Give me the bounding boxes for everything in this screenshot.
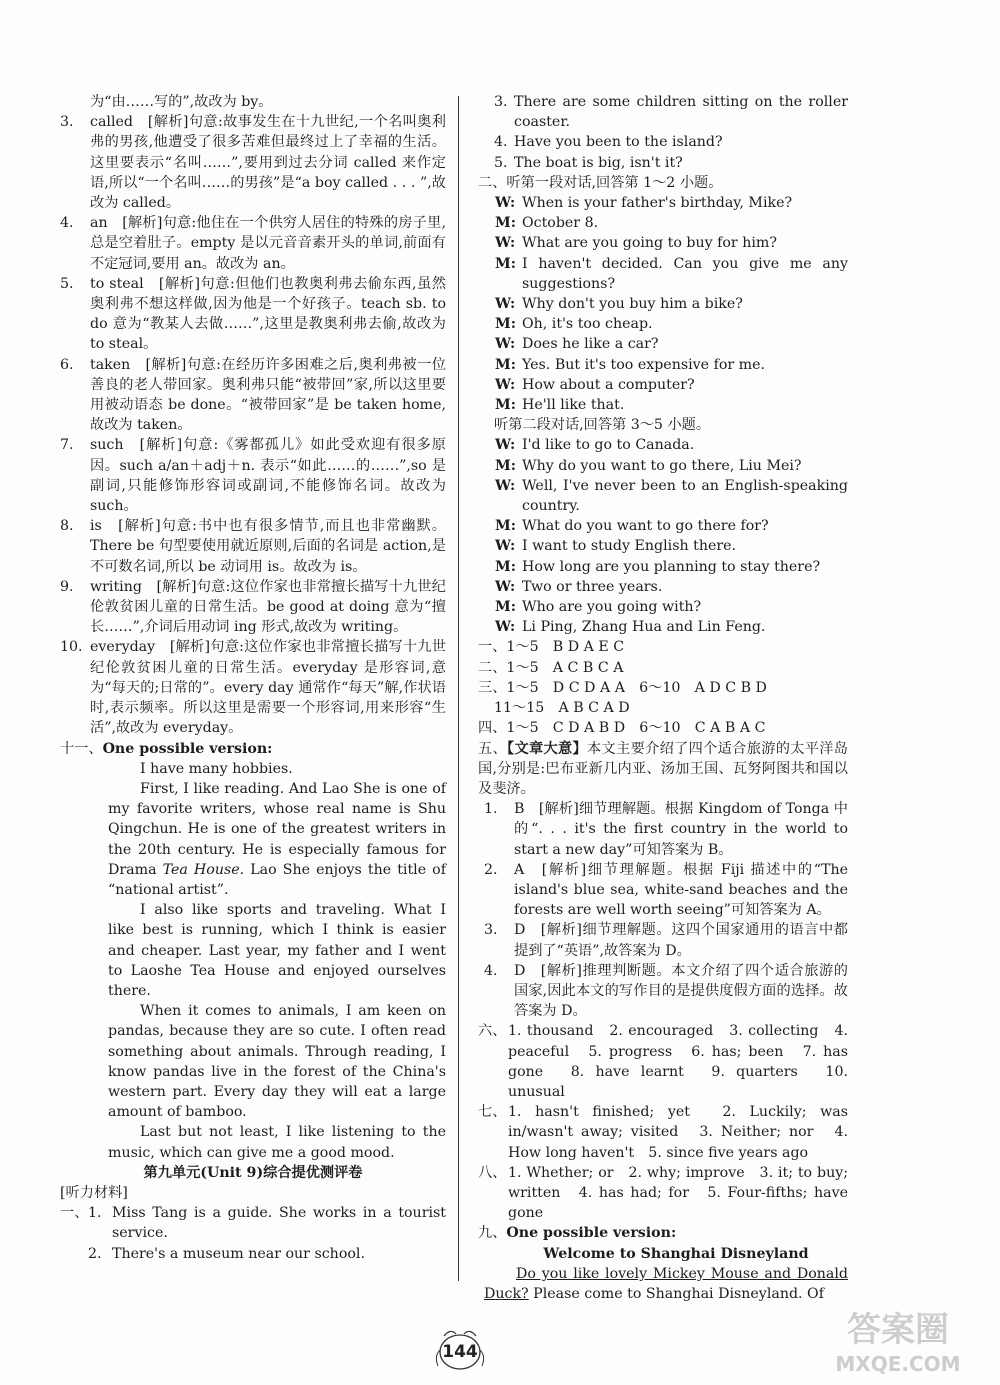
dialog-line — [484, 395, 848, 415]
speaker-label: W: — [495, 336, 516, 353]
dialog-text: Why don't you buy him a bike? — [522, 296, 743, 313]
unit-title: 第九单元(Unit 9)综合提优测评卷 — [143, 1164, 363, 1181]
answer-section-8: 八、 1. Whether; or 2. why; improve 3. it; to buy; written 4. has had; for 5. Four-fifths; have gone — [478, 1164, 848, 1222]
dialog-line — [484, 597, 848, 617]
listening-item-1: 一、 1. Miss Tang is a guide. She works in a tourist service. — [60, 1205, 446, 1242]
article-summary: 五、【文章大意】本文主要介绍了四个适合旅游的太平洋岛国,分别是:巴布亚新几内亚、汤加王国、瓦努阿图共和国以及斐济。 — [478, 740, 848, 797]
svg-text:答案圈: 答案圈 — [847, 1310, 949, 1350]
answer-item-9: 9. writing [解析]句意:这位作家也非常擅长描写十九世纪伦敦贫困儿童的日常生活。be good at doing 意为“擅长……”,介词后用动词 ing 形式,故改为 writing。 — [60, 578, 446, 636]
dialog-line — [484, 254, 848, 294]
speaker-label: W: — [495, 538, 516, 555]
dialog-2 — [484, 435, 848, 637]
answer-item-8: 8. is [解析]句意:书中也有很多情节,而且也非常幽默。There be 句型要使用就近原则,后面的名词是 action,是不可数名词,所以 be 动词用 is。故改为 is。 — [60, 518, 446, 575]
dialog-line — [484, 233, 848, 253]
column-divider — [458, 96, 459, 1281]
dialog-line — [484, 536, 848, 556]
dialog-line — [484, 355, 848, 375]
answer-item-5: 5. to steal [解析]句意:但他们也教奥利弗去偷东西,虽然奥利弗不想这样做,因为他是一个好孩子。teach sb. to do 意为“教某人去做……”,这里是教奥利弗去偷,故改为 to steal。 — [60, 275, 446, 353]
left-column — [60, 92, 446, 1264]
dialog-line — [484, 334, 848, 354]
essay-paragraph: Last but not least, I like listening to the music, which can give me a good mood. — [108, 1124, 446, 1161]
answer-line-1: 一、1～5 B D A E C — [478, 639, 625, 656]
svg-text:MXQE.COM: MXQE.COM — [835, 1352, 961, 1376]
speaker-label: W: — [495, 437, 516, 454]
dialog-1 — [484, 193, 848, 415]
essay-paragraph: When it comes to animals, I am keen on pandas, because they are so cute. I often read something about animals. Through reading, I know pandas live in the forest of the China's western part. Every day they will eat a large amount of bamboo. — [108, 1003, 446, 1121]
dialog-text: Does he like a car? — [522, 336, 659, 353]
speaker-label: W: — [495, 235, 516, 252]
dialog-text: October 8. — [522, 215, 599, 232]
writing-title: Welcome to Shanghai Disneyland — [543, 1245, 809, 1262]
answer-section-6: 六、 1. thousand 2. encouraged 3. collecting 4. peaceful 5. progress 6. has; been 7. has gone 8. have learnt 9. quarters 10. unusual — [478, 1023, 848, 1100]
dialog-line — [484, 294, 848, 314]
listening-item-4: 4. Have you been to the island? — [494, 134, 723, 151]
essay — [60, 759, 446, 1163]
answer-line-2: 二、1～5 A C B C A — [478, 659, 624, 676]
speaker-label: M: — [495, 518, 516, 535]
speaker-label: M: — [495, 356, 516, 373]
dialog-text: What do you want to go there for? — [522, 518, 769, 535]
dialog-text: Yes. But it's too expensive for me. — [522, 356, 766, 373]
speaker-label: W: — [495, 477, 516, 494]
answer-line-3b: 11～15 A B C A D — [494, 700, 630, 717]
dialog-text: I want to study English there. — [522, 538, 737, 555]
essay-paragraph: I have many hobbies. — [140, 760, 293, 777]
dialog-line — [484, 213, 848, 233]
listening-item-5: 5. The boat is big, isn't it? — [494, 154, 683, 171]
listening-material-title: [听力材料] — [60, 1184, 128, 1201]
writing-body: Do you like lovely Mickey Mouse and Donald Duck? Please come to Shanghai Disneyland. Of — [484, 1265, 848, 1302]
answer-continuation: 为“由……写的”,故改为 by。 — [90, 94, 273, 110]
speaker-label: M: — [495, 457, 516, 474]
dialog-line — [484, 375, 848, 395]
dialog-text: Well, I've never been to an English-speaking country. — [522, 477, 848, 515]
dialog-line — [484, 476, 848, 516]
dialog-line — [484, 435, 848, 455]
listening-item-3: 3. There are some children sitting on the roller coaster. — [494, 94, 848, 131]
speaker-label: M: — [495, 397, 516, 414]
dialog-text: He'll like that. — [522, 397, 625, 414]
answer-section-7: 七、 1. hasn't finished; yet 2. Luckily; was in/wasn't away; visited 3. Neither; nor 4. How long haven't 5. since five years ago — [478, 1104, 848, 1161]
dialog-text: Oh, it's too cheap. — [522, 316, 653, 333]
dialog-text: I'd like to go to Canada. — [522, 437, 695, 454]
right-column — [478, 92, 848, 1304]
listening-item-2: 2. There's a museum near our school. — [88, 1245, 365, 1262]
dialog1-heading: 二、听第一段对话,回答第 1～2 小题。 — [478, 174, 723, 191]
speaker-label: M: — [495, 558, 516, 575]
speaker-label: W: — [495, 619, 516, 636]
answer-item-10: 10. everyday [解析]句意:这位作家也非常擅长描写十九世纪伦敦贫困儿童的日常生活。everyday 是形容词,意为“每天的;日常的”。every day 通常作“每天”解,作状语时,表示频率。所以这里是需要一个形容词,用来形容“生活”,故改为 everyday。 — [60, 639, 446, 737]
dialog-text: When is your father's birthday, Mike? — [522, 195, 793, 212]
dialog2-heading: 听第二段对话,回答第 3～5 小题。 — [494, 417, 711, 434]
reading-answer-1: 1. B [解析]细节理解题。根据 Kingdom of Tonga 中的“. . . it's the first country in the world to start a new day”可知答案为 B。 — [484, 801, 848, 858]
dialog-line — [484, 516, 848, 536]
speaker-label: W: — [495, 195, 516, 212]
answer-item-6: 6. taken [解析]句意:在经历许多困难之后,奥利弗被一位善良的老人带回家。奥利弗只能“被带回”家,所以这里要用被动语态 be done。“被带回家”是 be taken home,故改为 taken。 — [60, 356, 446, 434]
speaker-label: M: — [495, 316, 516, 333]
answer-item-7: 7. such [解析]句意:《雾都孤儿》如此受欢迎有很多原因。such a/an＋adj＋n. 表示“如此……的……”,so 是副词,只能修饰形容词或副词,不能修饰名词。故改为 such。 — [60, 437, 446, 515]
dialog-text: Two or three years. — [522, 578, 663, 595]
speaker-label: M: — [495, 255, 516, 272]
answer-line-3: 三、1～5 D C D A A 6～10 A D C B D — [478, 679, 767, 696]
dialog-line — [484, 456, 848, 476]
dialog-text: How about a computer? — [522, 376, 695, 393]
dialog-line — [484, 193, 848, 213]
speaker-label: M: — [495, 215, 516, 232]
dialog-text: Who are you going with? — [522, 599, 702, 616]
answer-line-4: 四、1～5 C D A B D 6～10 C A B A C — [478, 720, 766, 737]
reading-answer-3: 3. D [解析]细节理解题。这四个国家通用的语言中都提到了“英语”,故答案为 D。 — [484, 922, 848, 959]
reading-answer-4: 4. D [解析]推理判断题。本文介绍了四个适合旅游的国家,因此本文的写作目的是提供度假方面的选择。故答案为 D。 — [484, 962, 848, 1020]
dialog-text: What are you going to buy for him? — [522, 235, 777, 252]
speaker-label: M: — [495, 599, 516, 616]
section-11-heading: 十一、One possible version: — [60, 740, 273, 757]
dialog-line — [484, 577, 848, 597]
dialog-line — [484, 557, 848, 577]
dialog-text: How long are you planning to stay there? — [522, 558, 821, 575]
answer-item-3: 3. called [解析]句意:故事发生在十九世纪,一个名叫奥利弗的男孩,他遭受了很多苦难但最终过上了幸福的生活。这里要表示“名叫……”,要用到过去分词 called 来作定语,所以“一个名叫……的男孩”是“a boy called . . . ”,故改为 called。 — [60, 114, 446, 212]
dialog-line — [484, 617, 848, 637]
dialog-text: Li Ping, Zhang Hua and Lin Feng. — [522, 619, 766, 636]
dialog-line — [484, 314, 848, 334]
dialog-text: I haven't decided. Can you give me any suggestions? — [522, 255, 848, 292]
reading-answer-2: 2. A [解析]细节理解题。根据 Fiji 描述中的“The island's blue sea, white-sand beaches and the forests are well worth seeing”可知答案为 A。 — [484, 861, 848, 919]
dialog-text: Why do you want to go there, Liu Mei? — [522, 457, 802, 474]
essay-paragraph: I also like sports and traveling. What I like best is running, which I think is easier and cheaper. Last year, my father and I went to Laoshe Tea House and enjoyed ourselves there. — [108, 902, 446, 999]
watermark-logo — [808, 1301, 988, 1377]
speaker-label: W: — [495, 578, 516, 595]
essay-paragraph: First, I like reading. And Lao She is one of my favorite writers, whose real name is Shu Qingchun. He is one of the greatest writers in the 20th century. He is especially famous for Drama Tea House. Lao She enjoys the title of “national artist”. — [108, 780, 446, 898]
section-9-heading: 九、One possible version: — [478, 1225, 677, 1242]
speaker-label: W: — [495, 376, 516, 393]
page-number: 144 — [442, 1342, 478, 1362]
answer-item-4: 4. an [解析]句意:他住在一个供穷人居住的特殊的房子里,总是空着肚子。empty 是以元音音素开头的单词,前面有不定冠词,要用 an。故改为 an。 — [60, 215, 446, 272]
speaker-label: W: — [495, 296, 516, 313]
